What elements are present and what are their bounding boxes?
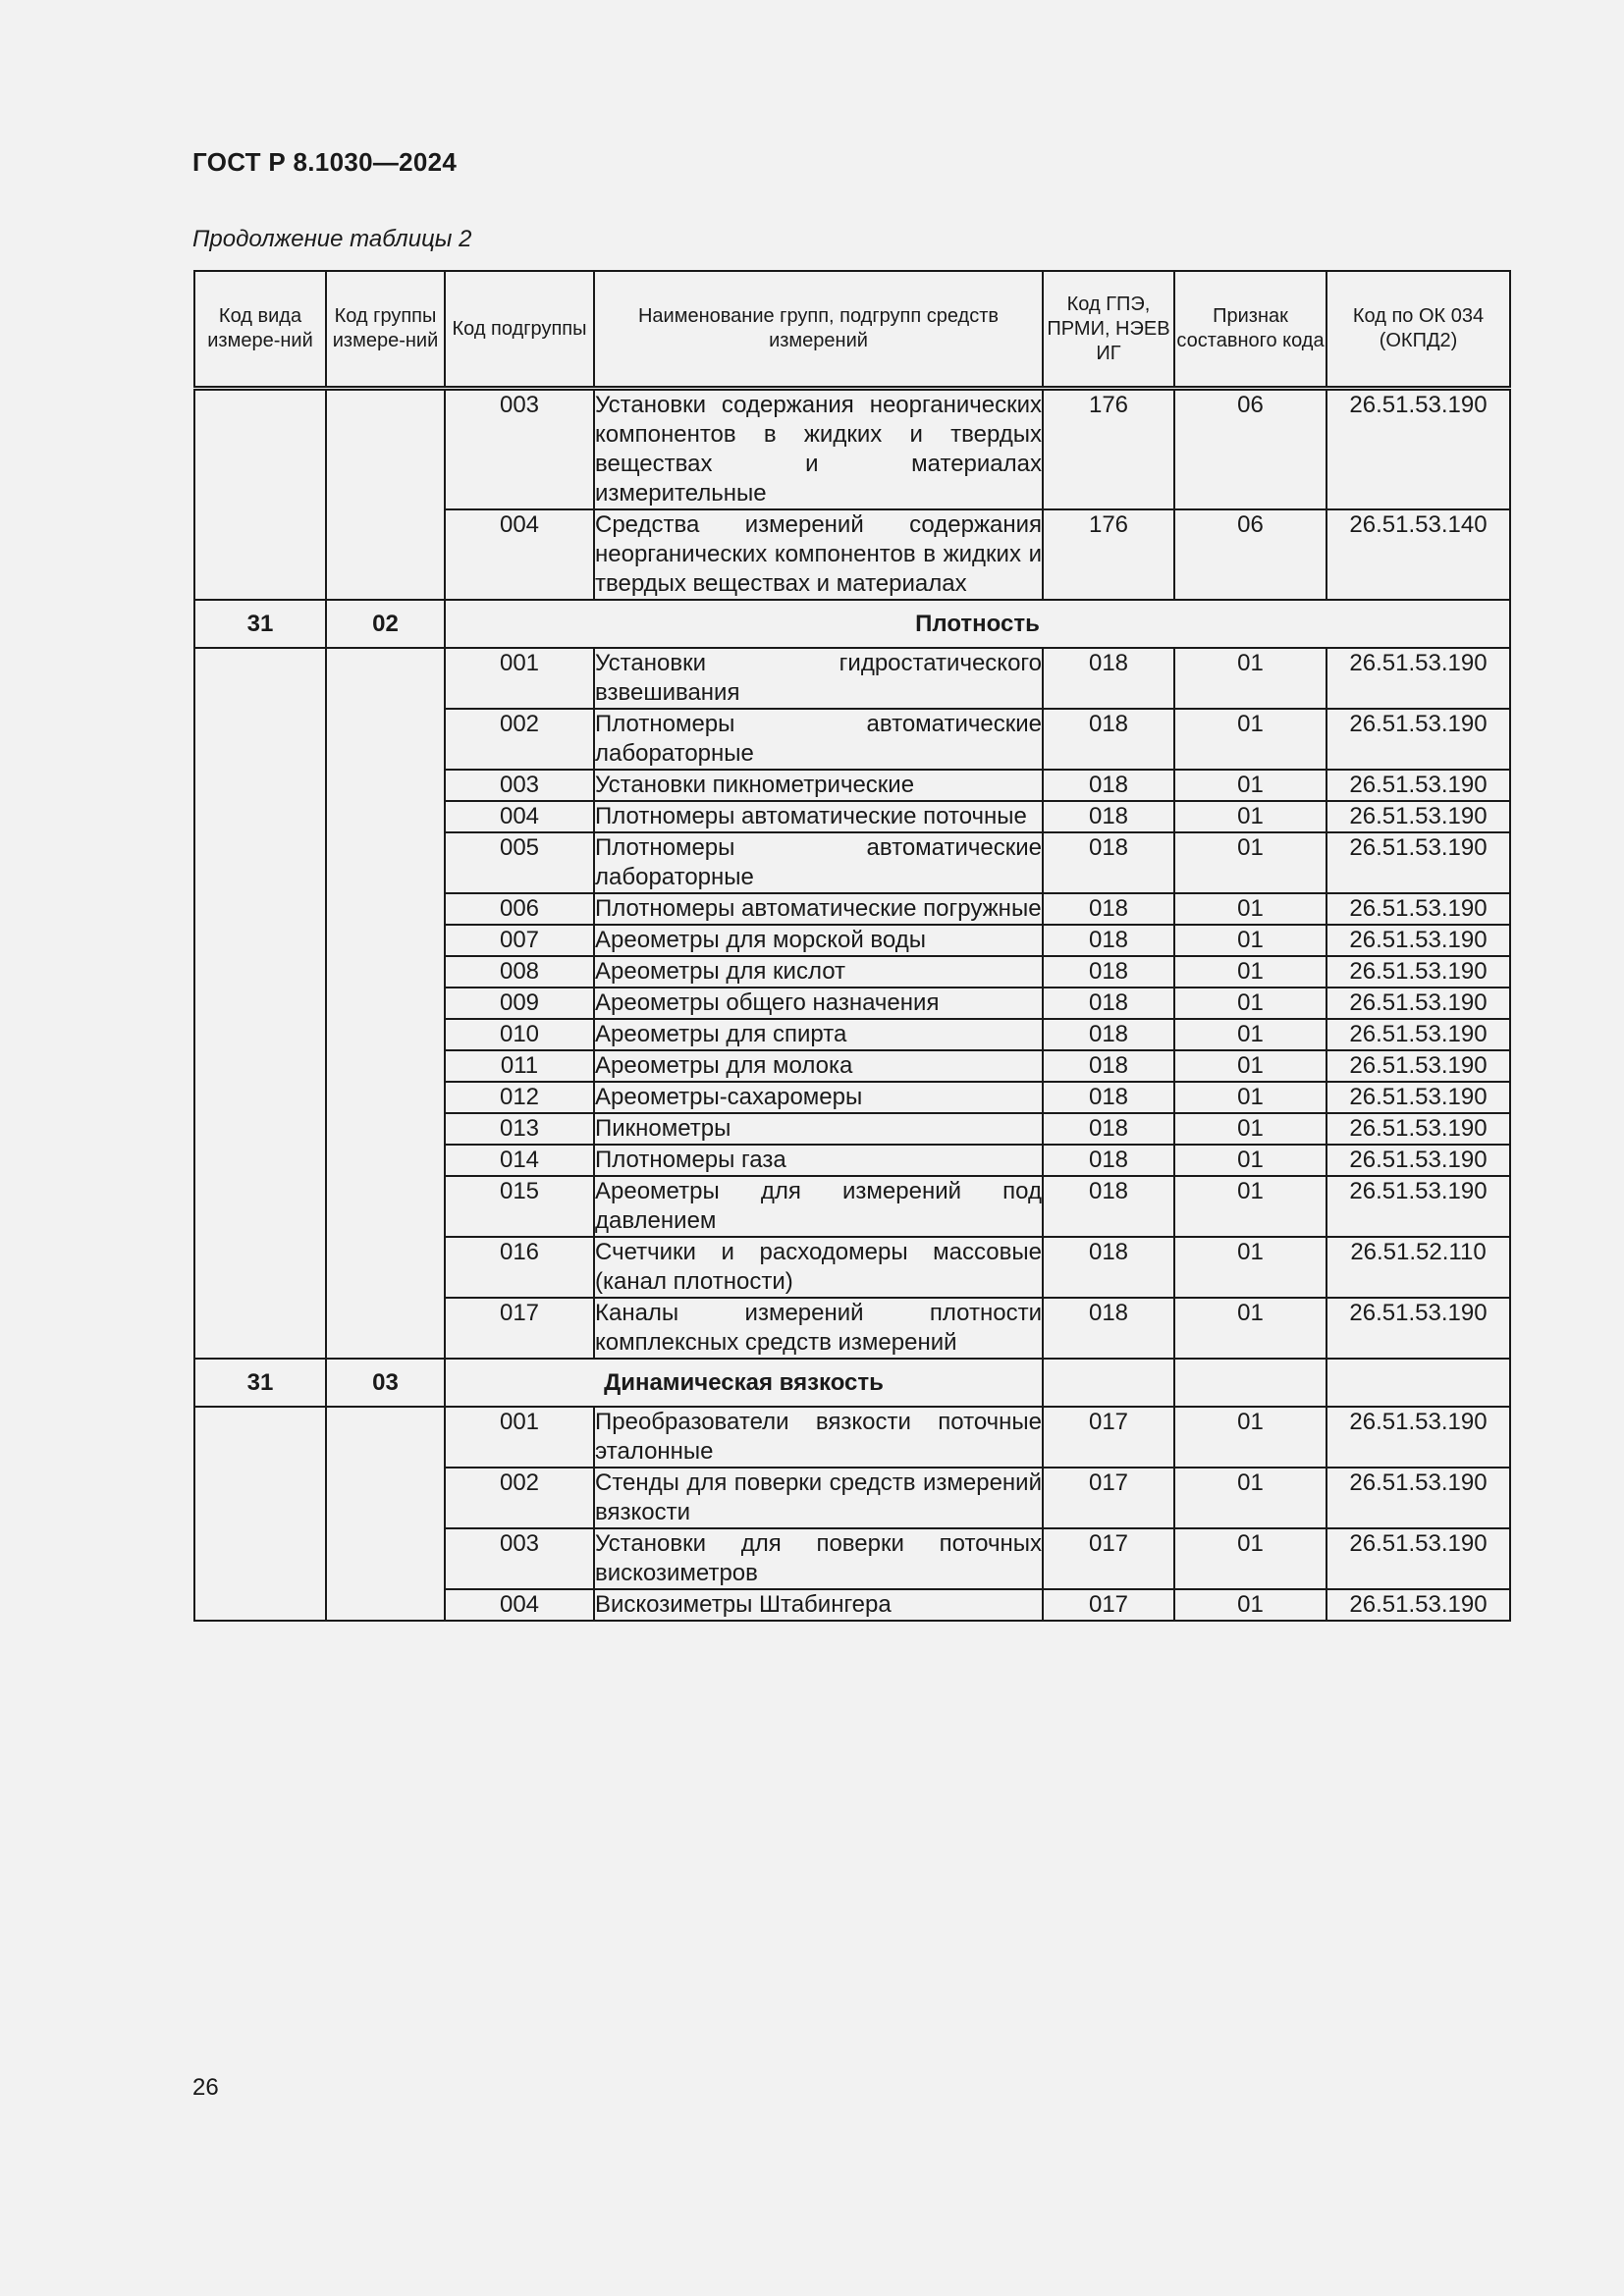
header-kind-code: Код вида измере-ний	[194, 271, 326, 389]
okpd2-code-cell: 26.51.53.190	[1326, 1176, 1510, 1237]
composite-sign-cell: 01	[1174, 1298, 1326, 1359]
header-group-code: Код группы измере-ний	[326, 271, 445, 389]
name-cell: Пикнометры	[594, 1113, 1043, 1145]
name-cell: Плотномеры автоматические лабораторные	[594, 832, 1043, 893]
table-caption: Продолжение таблицы 2	[192, 226, 472, 252]
name-cell: Ареометры для спирта	[594, 1019, 1043, 1050]
gpe-code-cell: 018	[1043, 648, 1174, 709]
subgroup-code-cell: 003	[445, 1528, 594, 1589]
subgroup-code-cell: 004	[445, 801, 594, 832]
subgroup-code-cell: 009	[445, 988, 594, 1019]
name-cell: Установки пикнометрические	[594, 770, 1043, 801]
subgroup-code-cell: 008	[445, 956, 594, 988]
group-code-cell	[326, 1407, 445, 1621]
subgroup-code-cell: 003	[445, 389, 594, 510]
table-header-row	[194, 271, 1510, 389]
group-title: Плотность	[445, 600, 1510, 648]
name-cell: Плотномеры автоматические погружные	[594, 893, 1043, 925]
gpe-code-cell: 017	[1043, 1407, 1174, 1468]
okpd2-code-cell: 26.51.53.190	[1326, 801, 1510, 832]
subgroup-code-cell: 015	[445, 1176, 594, 1237]
header-okpd2-code: Код по ОК 034 (ОКПД2)	[1326, 271, 1510, 389]
subgroup-code-cell: 005	[445, 832, 594, 893]
gpe-code-cell: 018	[1043, 1237, 1174, 1298]
gpe-code-cell: 017	[1043, 1468, 1174, 1528]
composite-sign-cell: 01	[1174, 1528, 1326, 1589]
subgroup-code-cell: 001	[445, 648, 594, 709]
subgroup-code-cell: 014	[445, 1145, 594, 1176]
okpd2-code-cell: 26.51.53.190	[1326, 1145, 1510, 1176]
subgroup-code-cell: 016	[445, 1237, 594, 1298]
name-cell: Установки содержания неорганических компонентов в жидких и твердых веществах и материалах измерительные	[594, 389, 1043, 510]
header-gpe-code: Код ГПЭ, ПРМИ, НЭЕВ ИГ	[1043, 271, 1174, 389]
header-subgroup-code: Код подгруппы	[445, 271, 594, 389]
name-cell: Стенды для поверки средств измерений вязкости	[594, 1468, 1043, 1528]
composite-sign-cell: 01	[1174, 1237, 1326, 1298]
name-cell: Вискозиметры Штабингера	[594, 1589, 1043, 1621]
subgroup-code-cell: 010	[445, 1019, 594, 1050]
composite-sign-cell: 01	[1174, 956, 1326, 988]
name-cell: Каналы измерений плотности комплексных средств измерений	[594, 1298, 1043, 1359]
okpd2-code-cell: 26.51.53.190	[1326, 1589, 1510, 1621]
okpd2-code-cell: 26.51.53.190	[1326, 1468, 1510, 1528]
okpd2-code-cell: 26.51.53.190	[1326, 956, 1510, 988]
gpe-code-cell: 176	[1043, 509, 1174, 600]
composite-sign-cell: 01	[1174, 988, 1326, 1019]
page-number: 26	[192, 2074, 219, 2101]
table-row	[194, 389, 1510, 510]
gpe-code-cell: 018	[1043, 770, 1174, 801]
gpe-code-cell: 176	[1043, 389, 1174, 510]
composite-sign-cell: 01	[1174, 1145, 1326, 1176]
okpd2-code-cell: 26.51.53.190	[1326, 1019, 1510, 1050]
composite-sign-cell: 01	[1174, 770, 1326, 801]
subgroup-code-cell: 004	[445, 1589, 594, 1621]
table-row	[194, 1407, 1510, 1468]
composite-sign-cell: 01	[1174, 1176, 1326, 1237]
group-code-cell	[326, 648, 445, 1359]
empty-cell	[1174, 1359, 1326, 1407]
group-code: 02	[326, 600, 445, 648]
composite-sign-cell: 01	[1174, 1407, 1326, 1468]
header-composite-sign: Признак составного кода	[1174, 271, 1326, 389]
name-cell: Ареометры для измерений под давлением	[594, 1176, 1043, 1237]
gpe-code-cell: 018	[1043, 1019, 1174, 1050]
gpe-code-cell: 018	[1043, 1298, 1174, 1359]
okpd2-code-cell: 26.51.53.140	[1326, 509, 1510, 600]
okpd2-code-cell: 26.51.53.190	[1326, 1082, 1510, 1113]
composite-sign-cell: 01	[1174, 1082, 1326, 1113]
table-row	[194, 648, 1510, 709]
okpd2-code-cell: 26.51.53.190	[1326, 389, 1510, 510]
group-code: 03	[326, 1359, 445, 1407]
subgroup-code-cell: 011	[445, 1050, 594, 1082]
subgroup-code-cell: 013	[445, 1113, 594, 1145]
okpd2-code-cell: 26.51.53.190	[1326, 893, 1510, 925]
gpe-code-cell: 018	[1043, 1176, 1174, 1237]
name-cell: Плотномеры автоматические поточные	[594, 801, 1043, 832]
composite-sign-cell: 01	[1174, 1050, 1326, 1082]
group-kind-code: 31	[194, 1359, 326, 1407]
gpe-code-cell: 018	[1043, 956, 1174, 988]
composite-sign-cell: 01	[1174, 1589, 1326, 1621]
composite-sign-cell: 01	[1174, 1019, 1326, 1050]
name-cell: Ареометры для кислот	[594, 956, 1043, 988]
okpd2-code-cell: 26.51.52.110	[1326, 1237, 1510, 1298]
composite-sign-cell: 01	[1174, 709, 1326, 770]
group-kind-code: 31	[194, 600, 326, 648]
name-cell: Счетчики и расходомеры массовые (канал плотности)	[594, 1237, 1043, 1298]
group-row	[194, 1359, 1510, 1407]
subgroup-code-cell: 003	[445, 770, 594, 801]
okpd2-code-cell: 26.51.53.190	[1326, 1298, 1510, 1359]
group-title: Динамическая вязкость	[445, 1359, 1043, 1407]
gpe-code-cell: 018	[1043, 925, 1174, 956]
document-title: ГОСТ Р 8.1030—2024	[192, 147, 458, 177]
composite-sign-cell: 01	[1174, 648, 1326, 709]
subgroup-code-cell: 004	[445, 509, 594, 600]
composite-sign-cell: 06	[1174, 509, 1326, 600]
name-cell: Ареометры общего назначения	[594, 988, 1043, 1019]
name-cell: Ареометры для молока	[594, 1050, 1043, 1082]
table-body	[194, 389, 1510, 1622]
name-cell: Плотномеры газа	[594, 1145, 1043, 1176]
group-code-cell	[326, 389, 445, 601]
okpd2-code-cell: 26.51.53.190	[1326, 925, 1510, 956]
name-cell: Плотномеры автоматические лабораторные	[594, 709, 1043, 770]
subgroup-code-cell: 002	[445, 709, 594, 770]
okpd2-code-cell: 26.51.53.190	[1326, 709, 1510, 770]
subgroup-code-cell: 017	[445, 1298, 594, 1359]
gpe-code-cell: 017	[1043, 1589, 1174, 1621]
subgroup-code-cell: 001	[445, 1407, 594, 1468]
subgroup-code-cell: 007	[445, 925, 594, 956]
gpe-code-cell: 018	[1043, 709, 1174, 770]
empty-cell	[1326, 1359, 1510, 1407]
composite-sign-cell: 01	[1174, 801, 1326, 832]
empty-cell	[1043, 1359, 1174, 1407]
gpe-code-cell: 018	[1043, 1113, 1174, 1145]
gpe-code-cell: 018	[1043, 1145, 1174, 1176]
gpe-code-cell: 018	[1043, 801, 1174, 832]
okpd2-code-cell: 26.51.53.190	[1326, 1528, 1510, 1589]
header-name: Наименование групп, подгрупп средств измерений	[594, 271, 1043, 389]
gpe-code-cell: 017	[1043, 1528, 1174, 1589]
classification-table	[193, 270, 1511, 1622]
kind-code-cell	[194, 389, 326, 601]
subgroup-code-cell: 012	[445, 1082, 594, 1113]
composite-sign-cell: 01	[1174, 925, 1326, 956]
group-row	[194, 600, 1510, 648]
okpd2-code-cell: 26.51.53.190	[1326, 832, 1510, 893]
composite-sign-cell: 01	[1174, 1113, 1326, 1145]
composite-sign-cell: 01	[1174, 832, 1326, 893]
name-cell: Установки для поверки поточных вискозиметров	[594, 1528, 1043, 1589]
composite-sign-cell: 01	[1174, 1468, 1326, 1528]
gpe-code-cell: 018	[1043, 893, 1174, 925]
name-cell: Ареометры-сахаромеры	[594, 1082, 1043, 1113]
gpe-code-cell: 018	[1043, 1050, 1174, 1082]
subgroup-code-cell: 002	[445, 1468, 594, 1528]
name-cell: Ареометры для морской воды	[594, 925, 1043, 956]
gpe-code-cell: 018	[1043, 988, 1174, 1019]
gpe-code-cell: 018	[1043, 1082, 1174, 1113]
kind-code-cell	[194, 648, 326, 1359]
gpe-code-cell: 018	[1043, 832, 1174, 893]
composite-sign-cell: 06	[1174, 389, 1326, 510]
subgroup-code-cell: 006	[445, 893, 594, 925]
okpd2-code-cell: 26.51.53.190	[1326, 770, 1510, 801]
okpd2-code-cell: 26.51.53.190	[1326, 988, 1510, 1019]
name-cell: Установки гидростатического взвешивания	[594, 648, 1043, 709]
name-cell: Преобразователи вязкости поточные эталонные	[594, 1407, 1043, 1468]
kind-code-cell	[194, 1407, 326, 1621]
okpd2-code-cell: 26.51.53.190	[1326, 1113, 1510, 1145]
name-cell: Средства измерений содержания неорганических компонентов в жидких и твердых веществах и материалах	[594, 509, 1043, 600]
composite-sign-cell: 01	[1174, 893, 1326, 925]
okpd2-code-cell: 26.51.53.190	[1326, 1407, 1510, 1468]
okpd2-code-cell: 26.51.53.190	[1326, 648, 1510, 709]
okpd2-code-cell: 26.51.53.190	[1326, 1050, 1510, 1082]
